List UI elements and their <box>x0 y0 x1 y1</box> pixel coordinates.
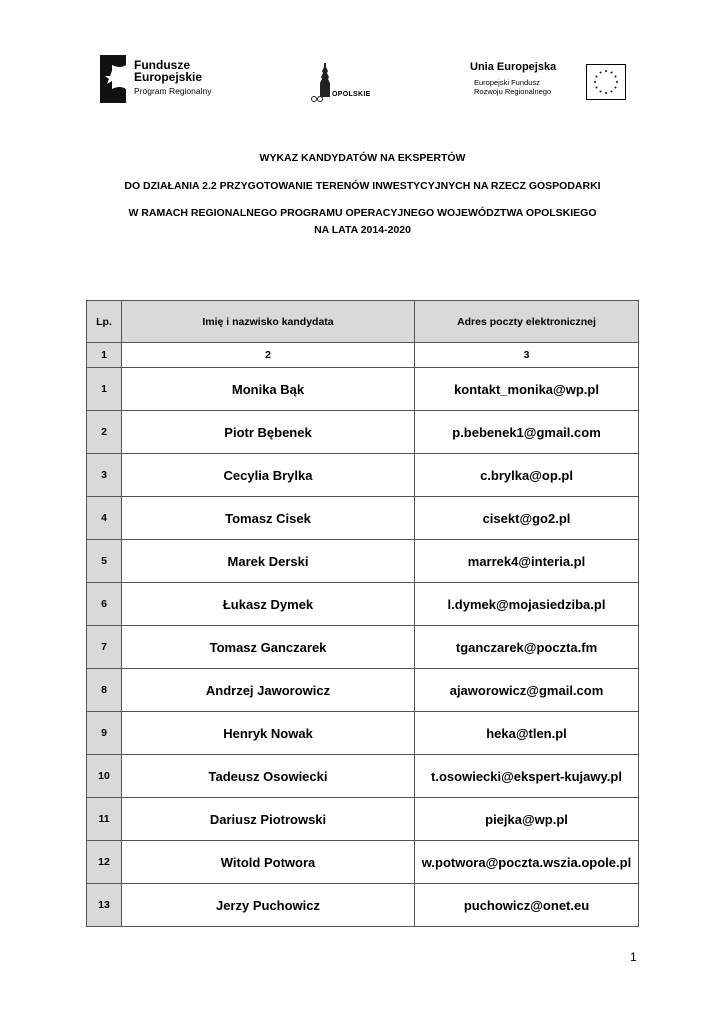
ue-logo-line2: Rozwoju Regionalnego <box>474 87 552 96</box>
candidate-name: Jerzy Puchowicz <box>122 884 415 927</box>
page-number: 1 <box>630 950 637 964</box>
column-number: 1 <box>87 343 122 368</box>
column-number: 3 <box>415 343 639 368</box>
candidate-name: Tomasz Cisek <box>122 497 415 540</box>
row-lp: 1 <box>87 368 122 411</box>
table-row <box>87 540 639 583</box>
row-lp: 5 <box>87 540 122 583</box>
candidate-name: Henryk Nowak <box>122 712 415 755</box>
header-name: Imię i nazwisko kandydata <box>122 301 415 343</box>
candidate-name: Monika Bąk <box>122 368 415 411</box>
fe-star-flag-icon <box>98 55 128 103</box>
row-lp: 9 <box>87 712 122 755</box>
eu-flag-icon <box>586 64 626 100</box>
fe-logo-line1: Fundusze <box>134 58 190 72</box>
candidate-email: c.brylka@op.pl <box>415 454 639 497</box>
row-lp: 2 <box>87 411 122 454</box>
candidate-email: tganczarek@poczta.fm <box>415 626 639 669</box>
candidate-name: Cecylia Brylka <box>122 454 415 497</box>
table-row <box>87 841 639 884</box>
row-lp: 3 <box>87 454 122 497</box>
opolskie-logo-text: OPOLSKIE <box>332 91 371 98</box>
row-lp: 6 <box>87 583 122 626</box>
row-lp: 12 <box>87 841 122 884</box>
table-header-row <box>87 301 639 343</box>
candidate-email: l.dymek@mojasiedziba.pl <box>415 583 639 626</box>
header-lp: Lp. <box>87 301 122 343</box>
candidate-email: p.bebenek1@gmail.com <box>415 411 639 454</box>
candidate-email: marrek4@interia.pl <box>415 540 639 583</box>
unia-europejska-logo <box>470 61 630 101</box>
row-lp: 11 <box>87 798 122 841</box>
fe-logo-line3: Program Regionalny <box>134 86 212 96</box>
candidate-name: Andrzej Jaworowicz <box>122 669 415 712</box>
table-row <box>87 454 639 497</box>
candidate-name: Tomasz Ganczarek <box>122 626 415 669</box>
table-row <box>87 712 639 755</box>
candidate-email: ajaworowicz@gmail.com <box>415 669 639 712</box>
header-email: Adres poczty elektronicznej <box>415 301 639 343</box>
heading-line-4: NA LATA 2014-2020 <box>314 224 411 236</box>
heading-line-2: DO DZIAŁANIA 2.2 PRZYGOTOWANIE TERENÓW INWESTYCYJNYCH NA RZECZ GOSPODARKI <box>124 180 601 192</box>
candidate-email: puchowicz@onet.eu <box>415 884 639 927</box>
heading-line-1: WYKAZ KANDYDATÓW NA EKSPERTÓW <box>259 152 466 164</box>
candidate-email: w.potwora@poczta.wszia.opole.pl <box>415 841 639 884</box>
candidate-name: Tadeusz Osowiecki <box>122 755 415 798</box>
table-row <box>87 755 639 798</box>
ue-logo-title: Unia Europejska <box>470 61 557 73</box>
heading-line-3: W RAMACH REGIONALNEGO PROGRAMU OPERACYJNEGO WOJEWÓDZTWA OPOLSKIEGO <box>128 207 597 219</box>
table-row <box>87 497 639 540</box>
table-row <box>87 368 639 411</box>
candidate-email: kontakt_monika@wp.pl <box>415 368 639 411</box>
opolskie-logo <box>310 63 380 107</box>
ue-logo-line1: Europejski Fundusz <box>474 78 540 87</box>
column-number: 2 <box>122 343 415 368</box>
row-lp: 7 <box>87 626 122 669</box>
row-lp: 13 <box>87 884 122 927</box>
candidate-name: Witold Potwora <box>122 841 415 884</box>
candidate-name: Łukasz Dymek <box>122 583 415 626</box>
table-row <box>87 884 639 927</box>
candidate-name: Marek Derski <box>122 540 415 583</box>
candidate-name: Piotr Bębenek <box>122 411 415 454</box>
candidates-table <box>86 300 639 927</box>
candidate-email: cisekt@go2.pl <box>415 497 639 540</box>
table-row <box>87 798 639 841</box>
candidate-name: Dariusz Piotrowski <box>122 798 415 841</box>
table-row <box>87 583 639 626</box>
candidate-email: heka@tlen.pl <box>415 712 639 755</box>
fundusze-europejskie-logo <box>98 55 228 107</box>
candidate-email: piejka@wp.pl <box>415 798 639 841</box>
row-lp: 8 <box>87 669 122 712</box>
table-row <box>87 669 639 712</box>
fe-logo-line2: Europejskie <box>134 70 203 84</box>
row-lp: 4 <box>87 497 122 540</box>
row-lp: 10 <box>87 755 122 798</box>
logo-bar <box>0 55 725 107</box>
column-number-row <box>87 343 639 368</box>
table-row <box>87 626 639 669</box>
table-row <box>87 411 639 454</box>
candidate-email: t.osowiecki@ekspert-kujawy.pl <box>415 755 639 798</box>
